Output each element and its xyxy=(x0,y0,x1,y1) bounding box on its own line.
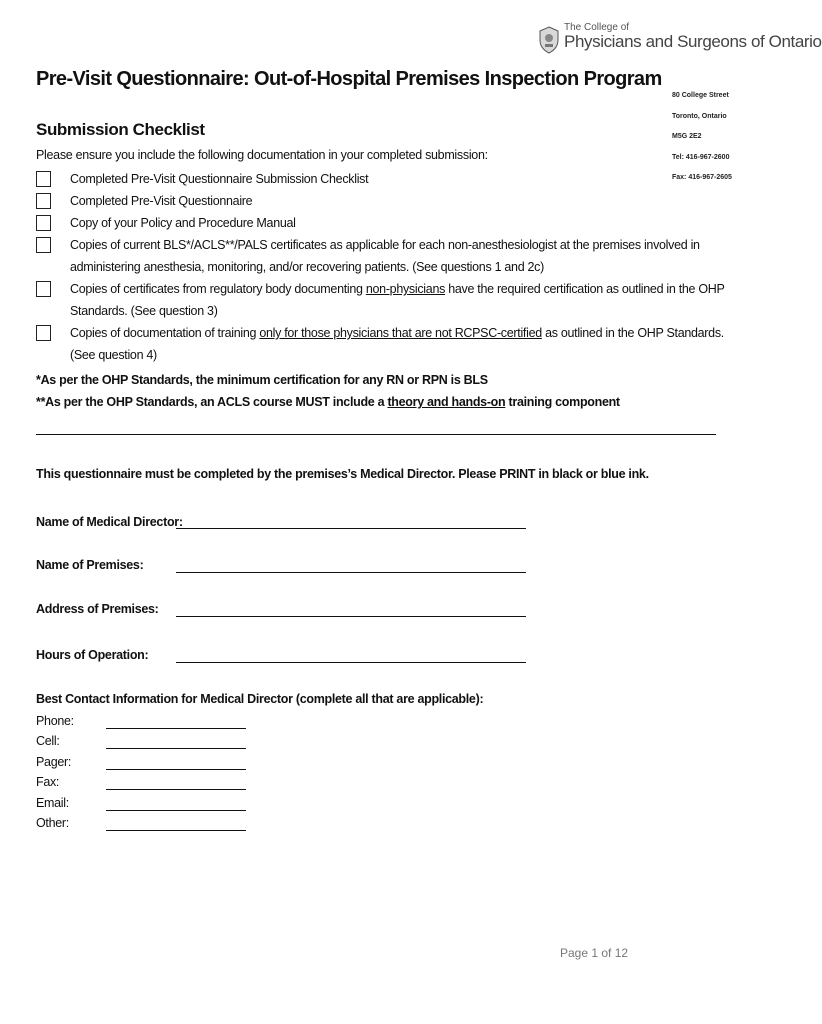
cell-field[interactable] xyxy=(106,748,246,749)
checklist-item xyxy=(36,234,736,278)
premises-name-field[interactable] xyxy=(176,572,526,573)
contact-heading: Best Contact Information for Medical Director (complete all that are applicable): xyxy=(36,692,484,706)
checkbox[interactable] xyxy=(36,215,51,231)
checklist-item-label: Copies of current BLS*/ACLS**/PALS certificates as applicable for each non-anesthesiologist at the premises involved in administering anesthesia, monitoring, and/or recovering patients. (See questions 1 and 2c) xyxy=(70,238,700,274)
checklist-item-label: Completed Pre-Visit Questionnaire xyxy=(70,194,253,208)
section-divider xyxy=(36,434,716,435)
checkbox[interactable] xyxy=(36,193,51,209)
pager-field[interactable] xyxy=(106,769,246,770)
checklist-item-label: Copies of documentation of training only for those physicians that are not RCPSC-certified as outlined in the OHP Standards. (See question 4) xyxy=(70,326,724,362)
checkbox[interactable] xyxy=(36,325,51,341)
address-tel: Tel: 416-967-2600 xyxy=(672,153,730,161)
email-label: Email: xyxy=(36,796,69,810)
email-field[interactable] xyxy=(106,810,246,811)
logo-small-text: The College of xyxy=(564,22,630,33)
address-postal: M5G 2E2 xyxy=(672,133,702,140)
checklist-item xyxy=(36,212,736,234)
acls-note: **As per the OHP Standards, an ACLS course MUST include a theory and hands-on training component xyxy=(36,395,620,409)
checklist-title: Submission Checklist xyxy=(36,120,205,139)
checkbox[interactable] xyxy=(36,281,51,297)
cell-label: Cell: xyxy=(36,734,60,748)
form-instruction: This questionnaire must be completed by the premises’s Medical Director. Please PRINT in black or blue ink. xyxy=(36,467,649,481)
college-seal-icon xyxy=(538,26,560,54)
phone-field[interactable] xyxy=(106,728,246,729)
other-field[interactable] xyxy=(106,830,246,831)
premises-address-label: Address of Premises: xyxy=(36,602,159,616)
pager-label: Pager: xyxy=(36,755,72,769)
checklist-item-label: Copies of certificates from regulatory body documenting non-physicians have the required certification as outlined in the OHP Standards. (See question 3) xyxy=(70,282,725,318)
hours-label: Hours of Operation: xyxy=(36,648,149,662)
medical-director-field[interactable] xyxy=(176,528,526,529)
page-number: Page 1 of 12 xyxy=(560,946,629,960)
bls-note: *As per the OHP Standards, the minimum certification for any RN or RPN is BLS xyxy=(36,373,488,387)
checkbox[interactable] xyxy=(36,237,51,253)
phone-label: Phone: xyxy=(36,714,74,728)
fax-label: Fax: xyxy=(36,775,60,789)
checklist-item xyxy=(36,322,736,366)
fax-field[interactable] xyxy=(106,789,246,790)
checkbox[interactable] xyxy=(36,171,51,187)
other-label: Other: xyxy=(36,816,69,830)
college-logo xyxy=(538,22,822,66)
checklist-item-label: Copy of your Policy and Procedure Manual xyxy=(70,216,296,230)
medical-director-label: Name of Medical Director: xyxy=(36,515,183,529)
address-street: 80 College Street xyxy=(672,92,729,99)
address-fax: Fax: 416-967-2605 xyxy=(672,174,732,181)
checklist-item-label: Completed Pre-Visit Questionnaire Submission Checklist xyxy=(70,172,369,186)
address-city: Toronto, Ontario xyxy=(672,112,727,120)
checklist-item xyxy=(36,278,736,322)
checklist-intro: Please ensure you include the following documentation in your completed submission: xyxy=(36,148,488,162)
hours-field[interactable] xyxy=(176,662,526,663)
premises-name-label: Name of Premises: xyxy=(36,558,144,572)
premises-address-field[interactable] xyxy=(176,616,526,617)
checklist-item xyxy=(36,190,736,212)
logo-name: Physicians and Surgeons of Ontario xyxy=(564,32,822,51)
checklist xyxy=(36,168,736,366)
page-title: Pre-Visit Questionnaire: Out-of-Hospital Premises Inspection Program xyxy=(36,68,662,90)
checklist-item xyxy=(36,168,736,190)
